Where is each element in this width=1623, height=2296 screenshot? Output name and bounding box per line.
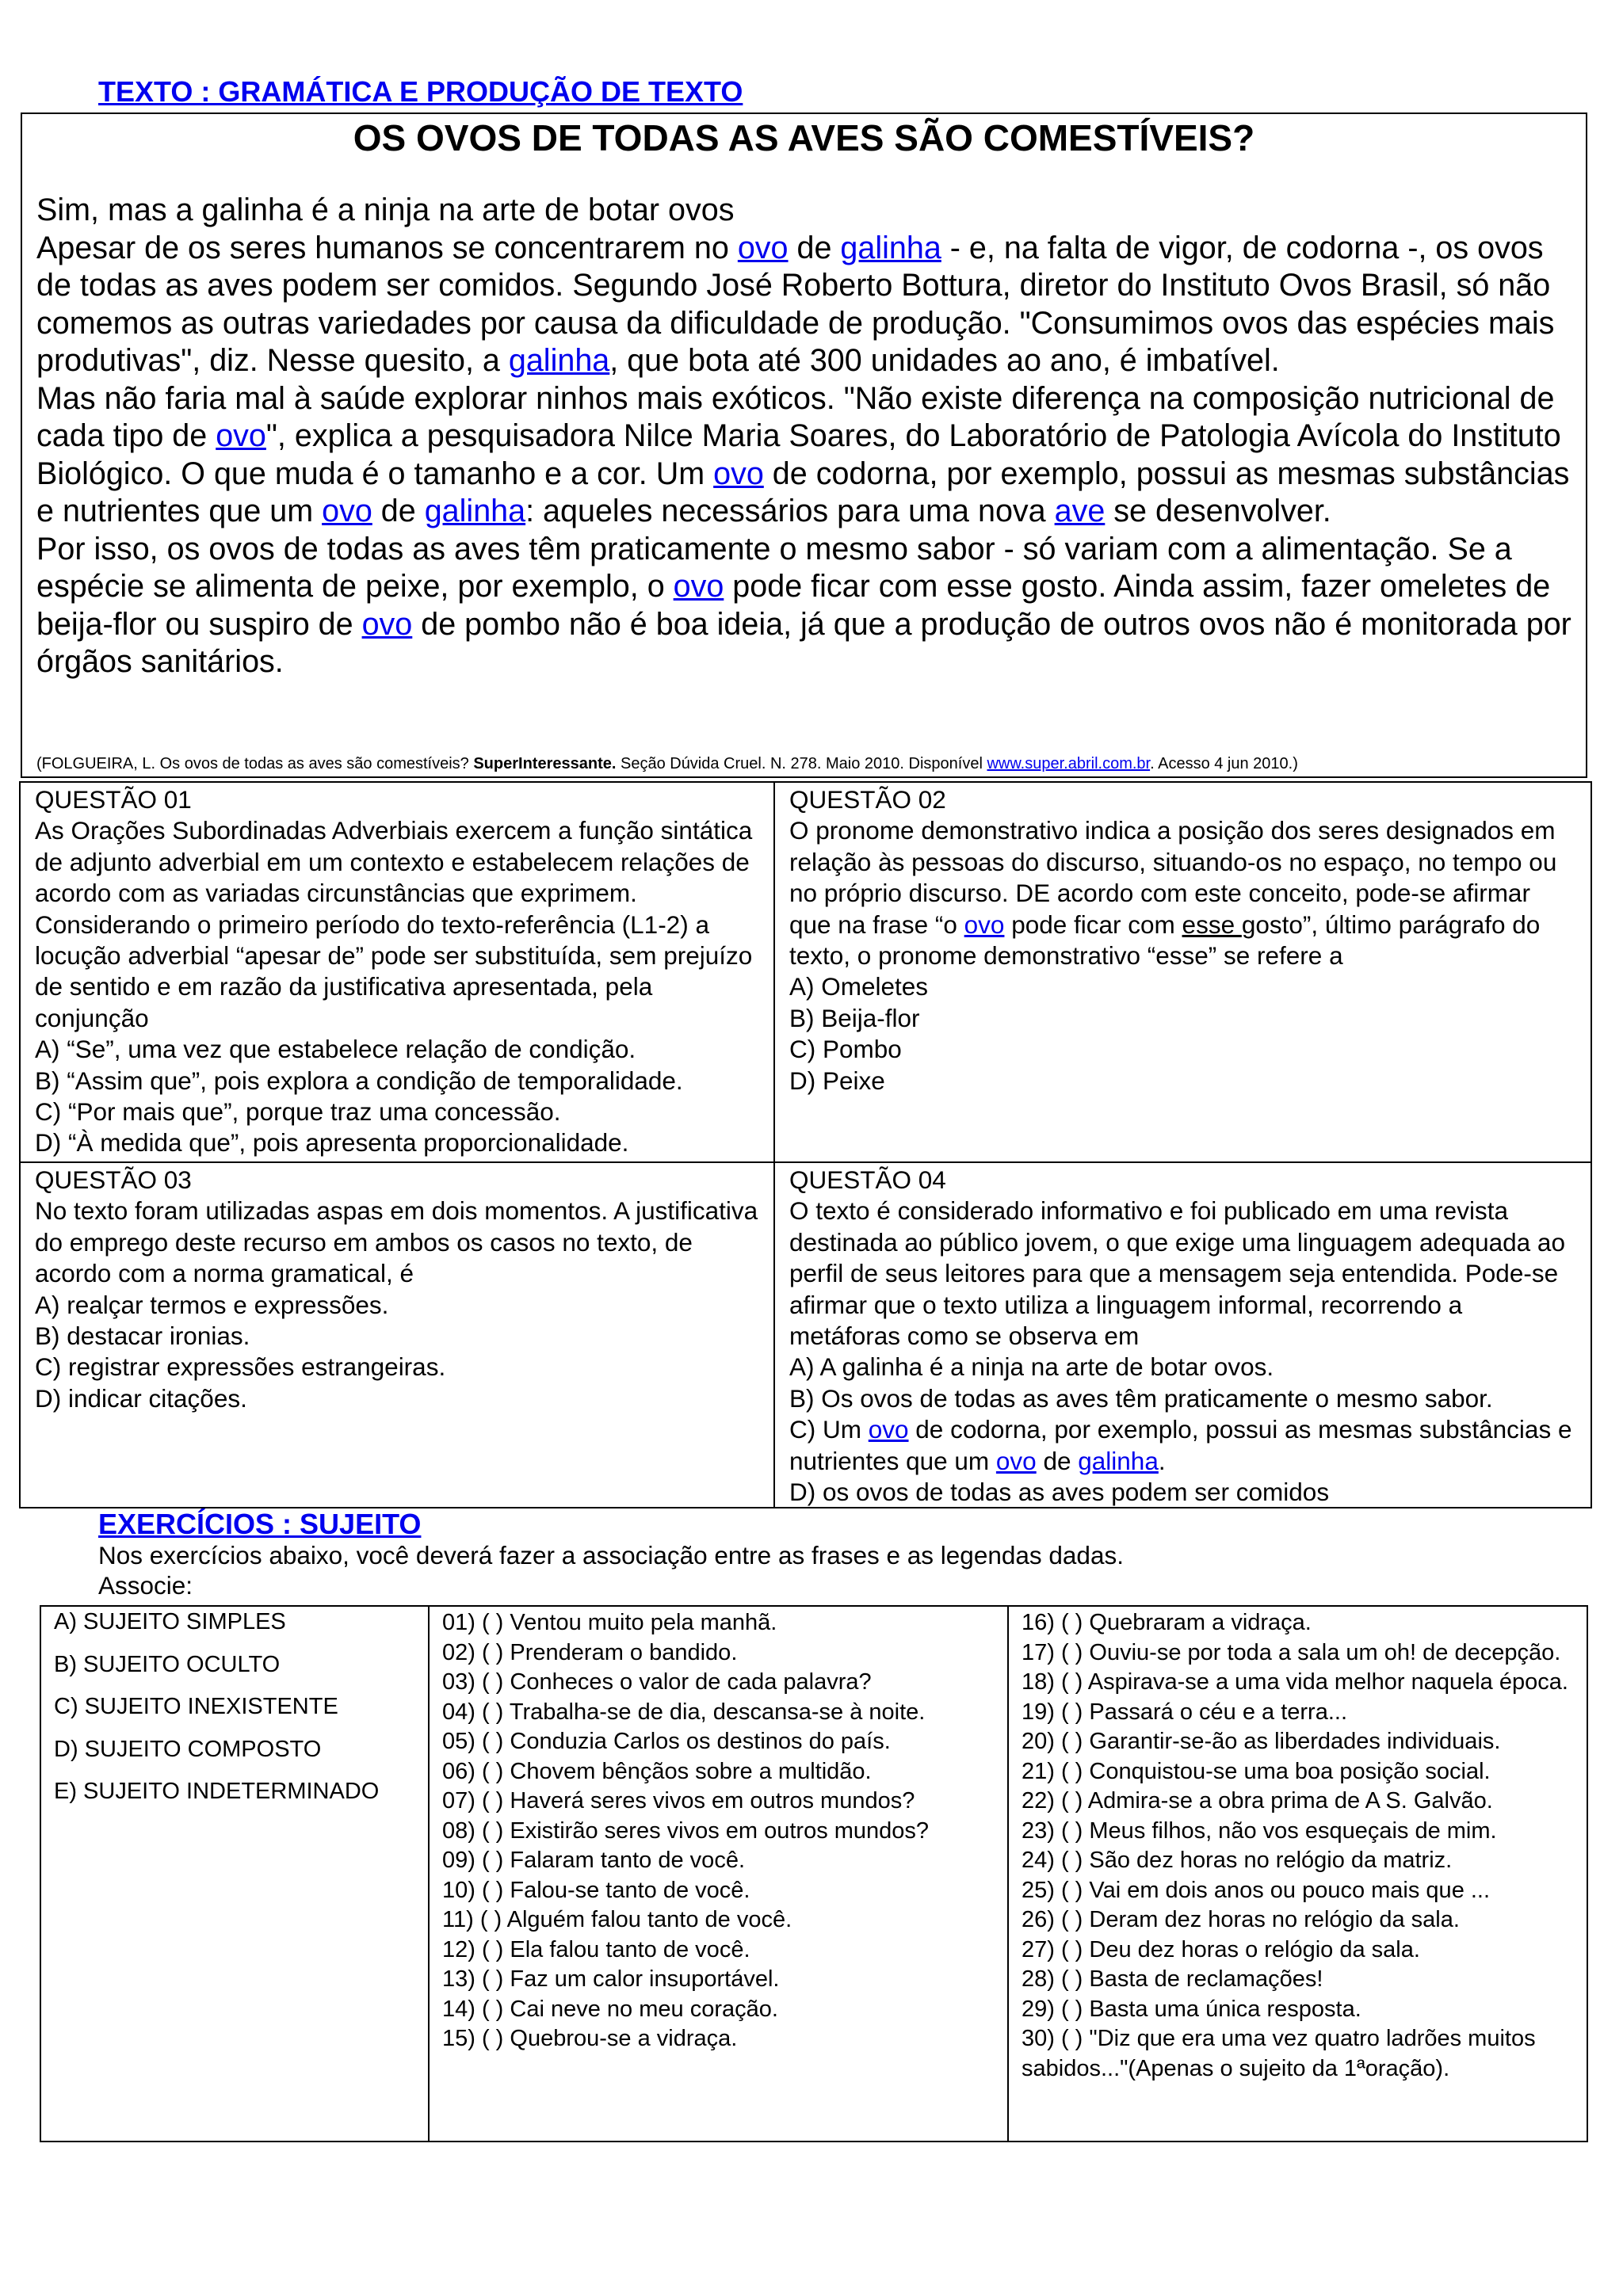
question-title: QUESTÃO 02 <box>789 785 946 814</box>
link-ovo[interactable]: ovo <box>322 494 372 528</box>
question-02 <box>775 783 1591 1161</box>
question-stem: O pronome demonstrativo indica a posição dos seres designados em relação às pessoas do discurso, situando-os no espaço, no tempo ou no próprio discurso. DE acordo com este conceito, pode-se afirmar que na frase “o ovo pode ficar com esse gosto”, último parágrafo do texto, o pronome demonstrativo “esse” se refere a <box>789 816 1557 971</box>
question-04 <box>775 1163 1591 1507</box>
option-b: B) “Assim que”, pois explora a condição de temporalidade. <box>35 1066 683 1095</box>
exercise-item: 07) ( ) Haverá seres vivos em outros mundos? <box>442 1788 915 1814</box>
exercise-item: 14) ( ) Cai neve no meu coração. <box>442 1996 778 2022</box>
link-ovo[interactable]: ovo <box>737 230 789 265</box>
exercise-item: 11) ( ) Alguém falou tanto de você. <box>442 1907 792 1932</box>
option-d: D) “À medida que”, pois apresenta proporcionalidade. <box>35 1128 629 1158</box>
article-title: OS OVOS DE TODAS AS AVES SÃO COMESTÍVEIS? <box>353 117 1255 158</box>
article-body <box>36 192 1574 681</box>
citation: (FOLGUEIRA, L. Os ovos de todas as aves são comestíveis? SuperInteressante. Seção Dúvida Cruel. N. 278. Maio 2010. Disponível www.super.abril.com.br. Acesso 4 jun 2010.) <box>36 755 1298 772</box>
associe-label: Associe: <box>98 1571 193 1600</box>
exercise-item: 24) ( ) São dez horas no relógio da matriz. <box>1022 1848 1453 1873</box>
paragraph-2: Mas não faria mal à saúde explorar ninhos mais exóticos. "Não existe diferença na composição nutricional de cada tipo de ovo", explica a pesquisadora Nilce Maria Soares, do Laboratório de Patologia Avícola do Instituto Biológico. O que muda é o tamanho e a cor. Um ovo de codorna, por exemplo, possui as mesmas substâncias e nutrientes que um ovo de galinha: aqueles necessários para uma nova ave se desenvolver. <box>36 380 1570 528</box>
link-ovo[interactable]: ovo <box>868 1415 909 1444</box>
legend-item: B) SUJEITO OCULTO <box>54 1651 281 1677</box>
question-title: QUESTÃO 04 <box>789 1165 946 1194</box>
option-a: A) A galinha é a ninja na arte de botar ovos. <box>789 1352 1274 1382</box>
link-galinha[interactable]: galinha <box>508 343 610 378</box>
exercise-item: 16) ( ) Quebraram a vidraça. <box>1022 1610 1312 1635</box>
exercise-item: 09) ( ) Falaram tanto de você. <box>442 1848 745 1873</box>
option-b: B) Os ovos de todas as aves têm praticamente o mesmo sabor. <box>789 1383 1493 1413</box>
option-d: D) indicar citações. <box>35 1383 247 1413</box>
exercise-item: 19) ( ) Passará o céu e a terra... <box>1022 1699 1348 1725</box>
exercise-item: 22) ( ) Admira-se a obra prima de A S. Galvão. <box>1022 1788 1493 1814</box>
legend-column <box>41 1607 428 2141</box>
legend-item: C) SUJEITO INEXISTENTE <box>54 1694 338 1719</box>
exercise-item: 20) ( ) Garantir-se-ão as liberdades individuais. <box>1022 1729 1501 1754</box>
option-d: D) Peixe <box>789 1066 885 1095</box>
option-a: A) realçar termos e expressões. <box>35 1290 389 1319</box>
link-ovo[interactable]: ovo <box>216 418 266 453</box>
exercise-item: 21) ( ) Conquistou-se uma boa posição social. <box>1022 1758 1491 1784</box>
exercises-instructions <box>98 1540 1124 1600</box>
link-ovo[interactable]: ovo <box>673 569 724 604</box>
paragraph-3: Por isso, os ovos de todas as aves têm praticamente o mesmo sabor - só variam com a alimentação. Se a espécie se alimenta de peixe, por exemplo, o ovo pode ficar com esse gosto. Ainda assim, fazer omeletes de beija-flor ou suspiro de ovo de pombo não é boa ideia, já que a produção de outros ovos não é monitorada por órgãos sanitários. <box>36 531 1571 679</box>
exercise-item: 08) ( ) Existirão seres vivos em outros mundos? <box>442 1817 930 1844</box>
legend-item: A) SUJEITO SIMPLES <box>54 1609 286 1634</box>
link-galinha[interactable]: galinha <box>424 494 526 528</box>
article-subtitle: Sim, mas a galinha é a ninja na arte de botar ovos <box>36 193 735 227</box>
link-galinha[interactable]: galinha <box>840 230 941 265</box>
link-ovo[interactable]: ovo <box>361 606 413 642</box>
question-01 <box>21 783 773 1161</box>
items-column-left <box>428 1607 1007 2141</box>
option-a: A) Omeletes <box>789 972 929 1001</box>
option-c: C) Um ovo de codorna, por exemplo, possui as mesmas substâncias e nutrientes que um ovo de galinha. <box>789 1415 1572 1475</box>
question-03 <box>21 1163 773 1507</box>
option-b: B) destacar ironias. <box>35 1322 250 1351</box>
exercise-item: 15) ( ) Quebrou-se a vidraça. <box>442 2026 738 2051</box>
option-c: C) “Por mais que”, porque traz uma concessão. <box>35 1097 561 1127</box>
instruction-text: Nos exercícios abaixo, você deverá fazer a associação entre as frases e as legendas dadas. <box>98 1541 1124 1569</box>
legend-item: E) SUJEITO INDETERMINADO <box>54 1779 380 1804</box>
exercise-item: 12) ( ) Ela falou tanto de você. <box>442 1936 750 1962</box>
exercise-item: 28) ( ) Basta de reclamações! <box>1022 1966 1323 1992</box>
exercise-item: 06) ( ) Chovem bênçãos sobre a multidão. <box>442 1758 872 1784</box>
exercise-item: 13) ( ) Faz um calor insuportável. <box>442 1966 780 1992</box>
question-stem: O texto é considerado informativo e foi publicado em uma revista destinada ao público jovem, o que exige uma linguagem adequada ao perfil de seus leitores para que a mensagem seja entendida. Pode-se afirmar que o texto utiliza a linguagem informal, recorrendo a metáforas como se observa em <box>789 1196 1565 1351</box>
exercise-item: 29) ( ) Basta uma única resposta. <box>1022 1996 1361 2022</box>
question-title: QUESTÃO 01 <box>35 785 192 814</box>
option-a: A) “Se”, uma vez que estabelece relação de condição. <box>35 1035 636 1064</box>
questions-grid <box>19 781 1592 1508</box>
exercise-item: 03) ( ) Conheces o valor de cada palavra? <box>442 1669 872 1695</box>
items-column-right <box>1007 1607 1587 2141</box>
link-galinha[interactable]: galinha <box>1078 1446 1159 1475</box>
exercise-item: 10) ( ) Falou-se tanto de você. <box>442 1877 750 1903</box>
paragraph-1: Apesar de os seres humanos se concentrarem no ovo de galinha - e, na falta de vigor, de codorna -, os ovos de todas as aves podem ser comidos. Segundo José Roberto Bottura, diretor do Instituto Ovos Brasil, só não comemos as outras variedades por causa da dificuldade de produção. "Consumimos ovos das espécies mais produtivas", diz. Nesse quesito, a galinha, que bota até 300 unidades ao ano, é imbatível. <box>36 230 1555 378</box>
exercise-item: 05) ( ) Conduzia Carlos os destinos do país. <box>442 1729 891 1754</box>
exercise-item: 01) ( ) Ventou muito pela manhã. <box>442 1610 777 1635</box>
exercise-item: 26) ( ) Deram dez horas no relógio da sala. <box>1022 1907 1460 1932</box>
legend-item: D) SUJEITO COMPOSTO <box>54 1736 322 1762</box>
question-title: QUESTÃO 03 <box>35 1165 192 1194</box>
question-stem: No texto foram utilizadas aspas em dois momentos. A justificativa do emprego deste recurso em ambos os casos no texto, de acordo com a norma gramatical, é <box>35 1196 758 1288</box>
exercises-table <box>40 1605 1588 2142</box>
option-c: C) registrar expressões estrangeiras. <box>35 1352 446 1382</box>
exercise-item: 18) ( ) Aspirava-se a uma vida melhor naquela época. <box>1022 1669 1568 1695</box>
option-c: C) Pombo <box>789 1035 902 1064</box>
link-ovo[interactable]: ovo <box>964 910 1005 939</box>
exercise-item: 27) ( ) Deu dez horas o relógio da sala. <box>1022 1936 1420 1962</box>
exercise-item: 30) ( ) "Diz que era uma vez quatro ladrões muitos sabidos..."(Apenas o sujeito da 1ªoração). <box>1022 2026 1536 2081</box>
link-ovo[interactable]: ovo <box>995 1446 1037 1475</box>
exercise-item: 17) ( ) Ouviu-se por toda a sala um oh! de decepção. <box>1022 1639 1561 1665</box>
exercises-title: EXERCÍCIOS : SUJEITO <box>98 1508 422 1540</box>
exercise-item: 02) ( ) Prenderam o bandido. <box>442 1639 738 1665</box>
article-box <box>21 113 1587 778</box>
option-b: B) Beija-flor <box>789 1003 920 1032</box>
link-ave[interactable]: ave <box>1054 494 1106 528</box>
section-title: TEXTO : GRAMÁTICA E PRODUÇÃO DE TEXTO <box>98 75 743 108</box>
exercise-item: 25) ( ) Vai em dois anos ou pouco mais que ... <box>1022 1877 1491 1903</box>
question-stem: As Orações Subordinadas Adverbiais exercem a função sintática de adjunto adverbial em um contexto e estabelecem relações de acordo com as variadas circunstâncias que exprimem. Considerando o primeiro período do texto-referência (L1-2) a locução adverbial “apesar de” pode ser substituída, sem prejuízo de sentido e em razão da justificativa apresentada, pela conjunção <box>35 816 753 1032</box>
option-d: D) os ovos de todas as aves podem ser comidos <box>789 1478 1330 1507</box>
exercise-item: 23) ( ) Meus filhos, não vos esqueçais de mim. <box>1022 1817 1497 1844</box>
link-ovo[interactable]: ovo <box>713 456 764 491</box>
citation-link[interactable]: www.super.abril.com.br <box>987 755 1151 772</box>
exercise-item: 04) ( ) Trabalha-se de dia, descansa-se à noite. <box>442 1699 926 1725</box>
